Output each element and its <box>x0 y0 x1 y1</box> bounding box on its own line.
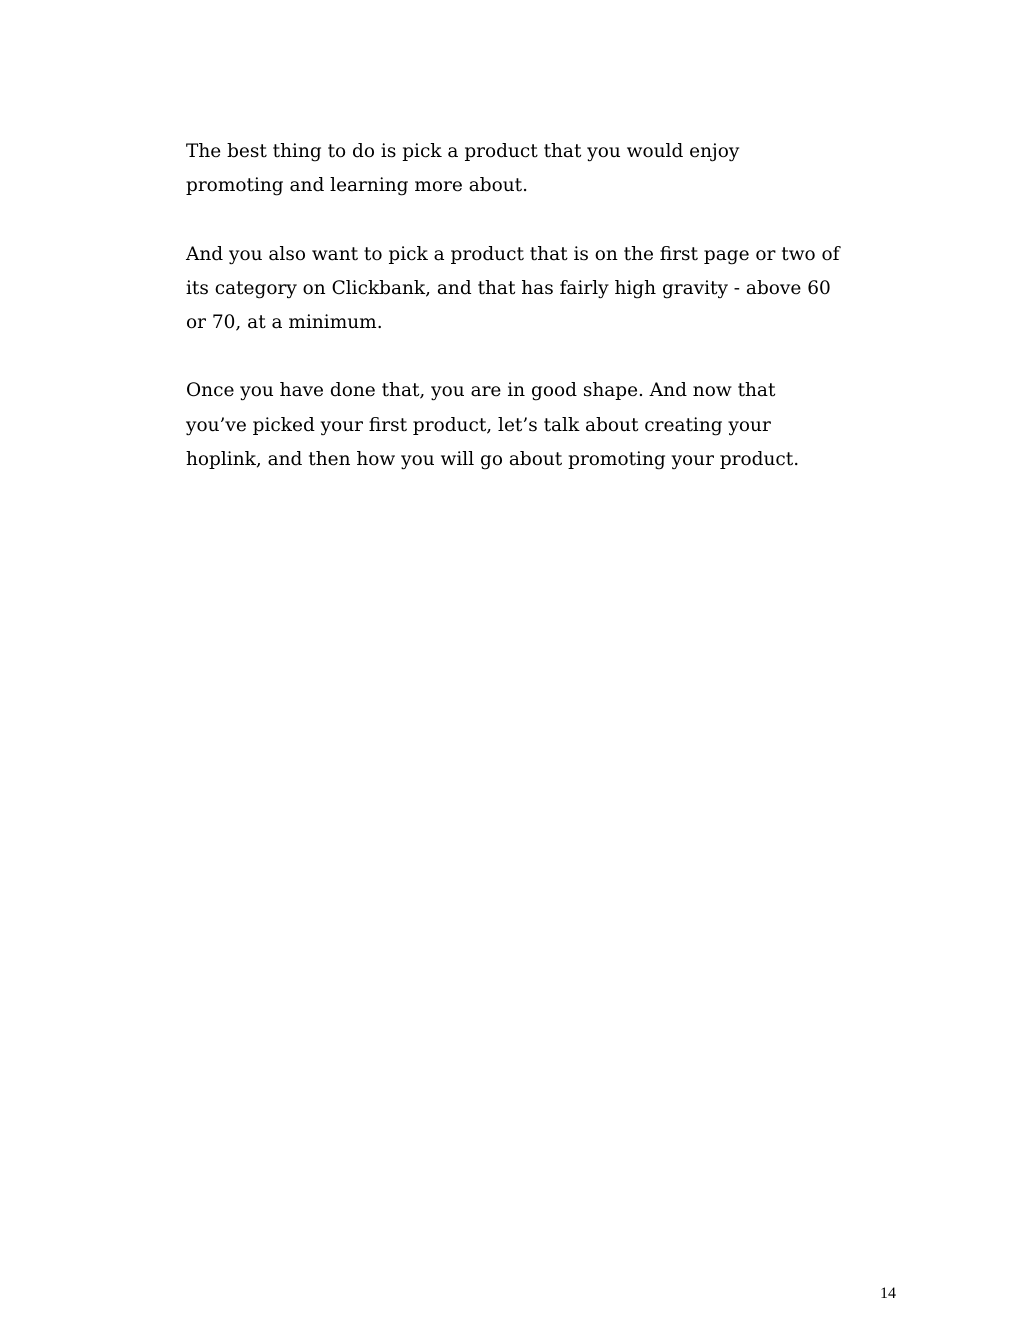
text-line: hoplink, and then how you will go about promoting your product. <box>186 448 800 470</box>
page-number: 14 <box>880 1285 896 1302</box>
body-text <box>186 135 840 511</box>
text-line: The best thing to do is pick a product that you would enjoy <box>186 141 740 162</box>
paragraph <box>186 135 826 203</box>
text-line: its category on Clickbank, and that has fairly high gravity - above 60 <box>186 277 831 299</box>
paragraph <box>186 238 840 341</box>
paragraph <box>186 374 826 477</box>
text-line: Once you have done that, you are in good shape. And now that <box>186 380 776 402</box>
text-line: or 70, at a minimum. <box>186 312 383 333</box>
text-line: And you also want to pick a product that is on the first page or two of <box>186 243 840 265</box>
text-line: you’ve picked your first product, let’s talk about creating your <box>186 414 771 436</box>
text-line: promoting and learning more about. <box>186 175 528 197</box>
